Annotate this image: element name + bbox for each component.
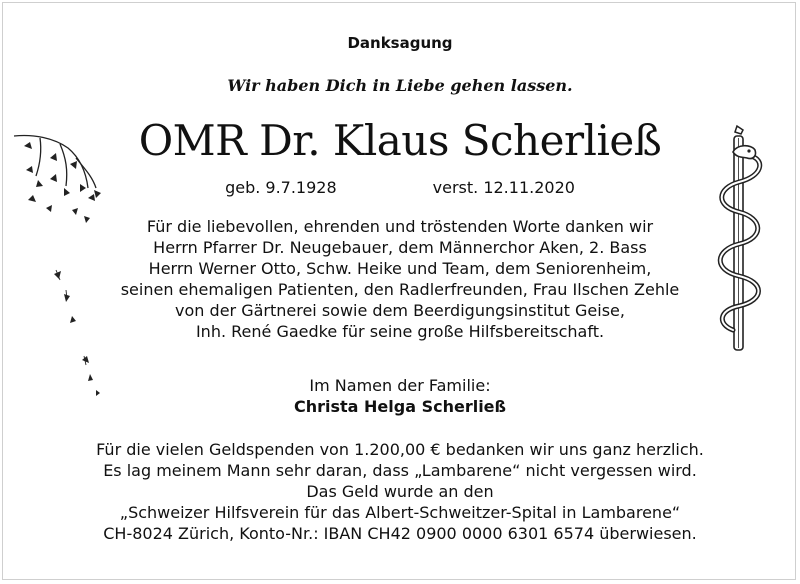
notice-motto: Wir haben Dich in Liebe gehen lassen. <box>227 76 573 95</box>
deceased-name: OMR Dr. Klaus Scherließ <box>138 116 662 165</box>
family-intro: Im Namen der Familie: <box>309 376 491 395</box>
family-signature <box>0 375 800 417</box>
donation-line: CH-8024 Zürich, Konto-Nr.: IBAN CH42 0900 0000 6301 6574 überwiesen. <box>103 524 697 543</box>
thanks-line: Inh. René Gaedke für seine große Hilfsbereitschaft. <box>195 322 605 341</box>
birch-branch-icon <box>10 128 106 418</box>
life-dates <box>0 178 800 197</box>
donation-line: „Schweizer Hilfsverein für das Albert-Schweitzer-Spital in Lambarene“ <box>119 503 681 522</box>
donation-paragraph <box>0 439 800 544</box>
notice-heading: Danksagung <box>347 34 453 52</box>
donation-line: Das Geld wurde an den <box>306 482 494 501</box>
donation-line: Es lag meinem Mann sehr daran, dass „Lambarene“ nicht vergessen wird. <box>103 461 697 480</box>
thanks-line: Herrn Werner Otto, Schw. Heike und Team, dem Seniorenheim, <box>148 259 652 278</box>
thanks-line: Herrn Pfarrer Dr. Neugebauer, dem Männerchor Aken, 2. Bass <box>153 238 647 257</box>
staff-of-asclepius-icon <box>707 124 773 354</box>
signer-name: Christa Helga Scherließ <box>293 397 507 416</box>
thanks-line: von der Gärtnerei sowie dem Beerdigungsinstitut Geise, <box>175 301 625 320</box>
birth-date: geb. 9.7.1928 <box>225 178 337 197</box>
thanks-line: Für die liebevollen, ehrenden und tröstenden Worte danken wir <box>146 217 654 236</box>
donation-line: Für die vielen Geldspenden von 1.200,00 € bedanken wir uns ganz herzlich. <box>96 440 704 459</box>
thanks-paragraph <box>0 216 800 342</box>
death-date: verst. 12.11.2020 <box>432 178 575 197</box>
thanks-line: seinen ehemaligen Patienten, den Radlerfreunden, Frau Ilschen Zehle <box>120 280 680 299</box>
